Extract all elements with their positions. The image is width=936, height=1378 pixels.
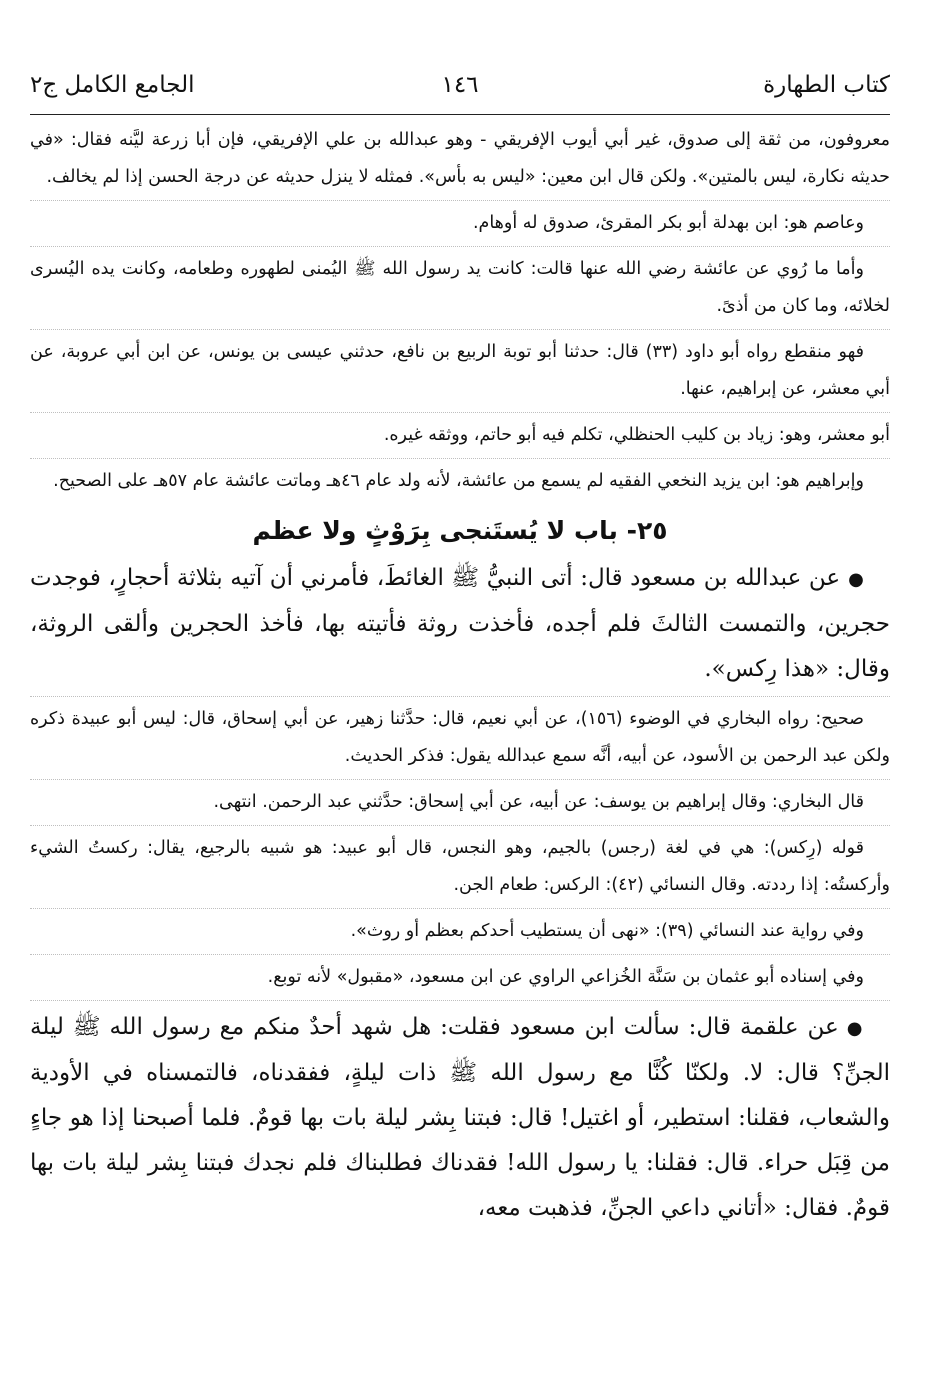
hadith-block [30, 556, 890, 697]
chapter-title: كتاب الطهارة [763, 72, 890, 98]
commentary-block [30, 701, 890, 780]
bullet-icon: ● [846, 1018, 864, 1039]
commentary-paragraph: وأما ما رُوي عن عائشة رضي الله عنها قالت: كانت يد رسول الله ﷺ اليُمنى لطهوره وطعامه، وكانت يده اليُسرى لخلائه، وما كان من أذىً. [30, 259, 890, 316]
page-number: ١٤٦ [441, 72, 479, 98]
commentary-block [30, 122, 890, 201]
hadith-block [30, 1005, 890, 1235]
commentary-paragraph: وفي إسناده أبو عثمان بن سَنَّة الخُزاعي الراوي عن ابن مسعود، «مقبول» لأنه توبع. [267, 967, 864, 987]
commentary-paragraph: صحيح: رواه البخاري في الوضوء (١٥٦)، عن أبي نعيم، قال: حدَّثنا زهير، عن أبي إسحاق، قال: ليس أبو عبيدة ذكره ولكن عبد الرحمن بن الأسود، عن أبيه، أنَّه سمع عبدالله يقول: فذكر الحديث. [30, 709, 890, 766]
bullet-icon: ● [848, 569, 864, 590]
commentary-block [30, 959, 890, 1001]
commentary-paragraph: وعاصم هو: ابن بهدلة أبو بكر المقرئ، صدوق له أوهام. [472, 213, 864, 233]
commentary-paragraph: أبو معشر، وهو: زياد بن كليب الحنظلي، تكلم فيه أبو حاتم، ووثقه غيره. [383, 425, 890, 445]
hadith-text [30, 556, 890, 692]
commentary-paragraph: وإبراهيم هو: ابن يزيد النخعي الفقيه لم يسمع من عائشة، لأنه ولد عام ٤٦هـ وماتت عائشة عام ٥٧هـ على الصحيح. [53, 471, 864, 491]
commentary-block [30, 251, 890, 330]
commentary-paragraph: قوله (رِكس): هي في لغة (رجس) بالجيم، وهو النجس، قال أبو عبيد: هو شبيه بالرجيع، يقال: ركستُ الشيء وأركستُه: إذا رددته. وقال النسائي (٤٢): الركس: طعام الجن. [30, 838, 890, 895]
commentary-block [30, 463, 890, 504]
commentary-block [30, 417, 890, 459]
header-rule [30, 114, 890, 115]
book-title: الجامع الكامل ج٢ [30, 72, 195, 98]
hadith-body: عن علقمة قال: سألت ابن مسعود فقلت: هل شهد أحدٌ منكم مع رسول الله ﷺ ليلة الجنِّ؟ قال: لا. ولكنّا كُنَّا مع رسول الله ﷺ ذات ليلةٍ، ففقدناه، فالتمسناه في الأودية والشعاب، فقلنا: استطير، أو اغتيل! قال: فبتنا بِشر ليلة بات بها قومٌ. فلما أصبحنا إذا هو جاءٍ من قِبَل حراء. قال: فقلنا: يا رسول الله! فقدناك فطلبناك فلم نجدك فبتنا بِشر ليلة بات بها قومٌ. فقال: «أتاني داعي الجنِّ، فذهبت معه، [30, 1014, 890, 1221]
commentary-paragraph: معروفون، من ثقة إلى صدوق، غير أبي أيوب الإفريقي - وهو عبدالله بن علي الإفريقي، فإن أبا زرعة ليَّنه فقال: «في حديثه نكارة، ليس بالمتين». ولكن قال ابن معين: «ليس به بأس». فمثله لا ينزل حديثه عن درجة الحسن إذا لم يخالف. [30, 130, 890, 187]
hadith-body: عن عبدالله بن مسعود قال: أتى النبيُّ ﷺ الغائطَ، فأمرني أن آتيه بثلاثة أحجارٍ، فوجدت حجرين، والتمست الثالثَ فلم أجده، فأخذت روثة فأتيته بها، فأخذ الحجرين وألقى الروثة، وقال: «هذا رِكس». [30, 565, 890, 682]
commentary-block [30, 334, 890, 413]
commentary-paragraph: فهو منقطع رواه أبو داود (٣٣) قال: حدثنا أبو توبة الربيع بن نافع، حدثني عيسى بن يونس، عن ابن أبي عروبة، عن أبي معشر، عن إبراهيم، عنها. [30, 342, 890, 399]
page-content [30, 122, 890, 1239]
commentary-block [30, 784, 890, 826]
commentary-block [30, 913, 890, 955]
page-header [30, 68, 890, 108]
chapter-heading: ٢٥- باب لا يُستَنجى بِرَوْثٍ ولا عظم [252, 516, 668, 545]
commentary-paragraph: قال البخاري: وقال إبراهيم بن يوسف: عن أبيه، عن أبي إسحاق: حدَّثني عبد الرحمن. انتهى. [213, 792, 864, 812]
hadith-text [30, 1005, 890, 1231]
commentary-paragraph: وفي رواية عند النسائي (٣٩): «نهى أن يستطيب أحدكم بعظم أو روث». [350, 921, 864, 941]
commentary-block [30, 205, 890, 247]
commentary-block [30, 830, 890, 909]
